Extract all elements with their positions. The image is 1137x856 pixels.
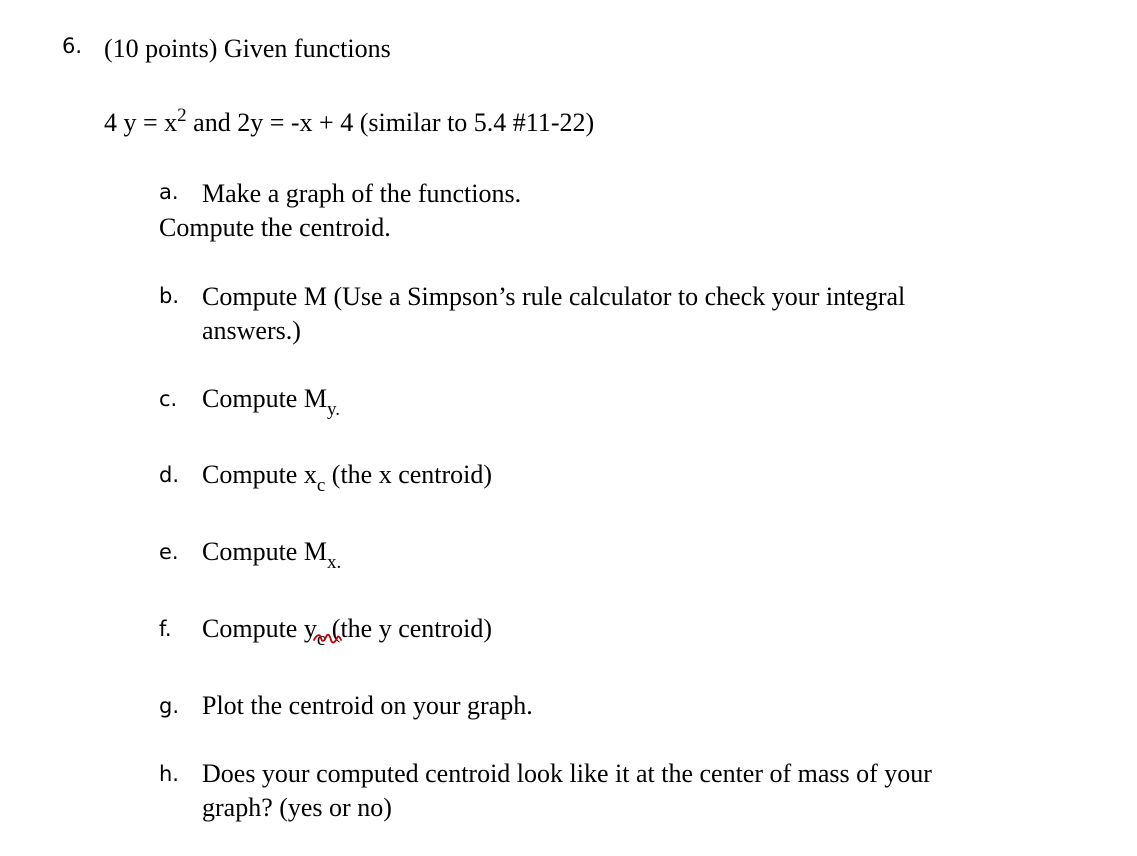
item-g-marker: g.: [159, 694, 180, 718]
item-d-rest: (the x centroid): [325, 460, 493, 489]
item-b-line2: answers.): [202, 316, 301, 345]
item-g-text: Plot the centroid on your graph.: [202, 691, 533, 720]
item-e-marker: e.: [159, 540, 179, 564]
item-c-marker: c.: [159, 387, 178, 411]
item-f-subscript: c: [316, 629, 326, 650]
given-equations: [104, 106, 594, 143]
item-f-text: [202, 612, 492, 649]
item-c-text: [202, 382, 340, 419]
item-b-marker: b.: [159, 284, 180, 308]
item-f-main: Compute y: [202, 614, 317, 643]
item-d-text: [202, 458, 492, 495]
item-f-marker: f.: [159, 617, 172, 641]
equation-part1: 4 y = x: [104, 108, 178, 137]
item-d-marker: d.: [159, 463, 180, 487]
item-a-continuation: Compute the centroid.: [159, 213, 391, 242]
item-b-line1: Compute M (Use a Simpson’s rule calculator to check your integral: [202, 282, 906, 311]
item-f-rest: (the y centroid): [325, 614, 493, 643]
item-e-main: Compute M: [202, 537, 327, 566]
question-heading: (10 points) Given functions: [104, 34, 391, 63]
item-c-subscript: y.: [326, 399, 340, 420]
question-number: 6.: [62, 34, 83, 58]
item-h-marker: h.: [159, 762, 179, 786]
item-h-line1: Does your computed centroid look like it at the center of mass of your: [202, 759, 932, 788]
item-d-main: Compute x: [202, 460, 317, 489]
item-e-subscript: x.: [326, 552, 342, 573]
item-h-line2: graph? (yes or no): [202, 793, 392, 822]
item-c-main: Compute M: [202, 384, 327, 413]
item-d-subscript: c: [316, 475, 326, 496]
spellcheck-squiggle-icon: [312, 628, 342, 648]
equation-part2: and 2y = -x + 4 (similar to 5.4 #11-22): [186, 108, 595, 137]
item-a-marker: a.: [159, 180, 179, 204]
item-e-text: [202, 535, 341, 572]
item-a-text: Make a graph of the functions.: [202, 179, 522, 208]
equation-exponent: 2: [177, 105, 187, 126]
